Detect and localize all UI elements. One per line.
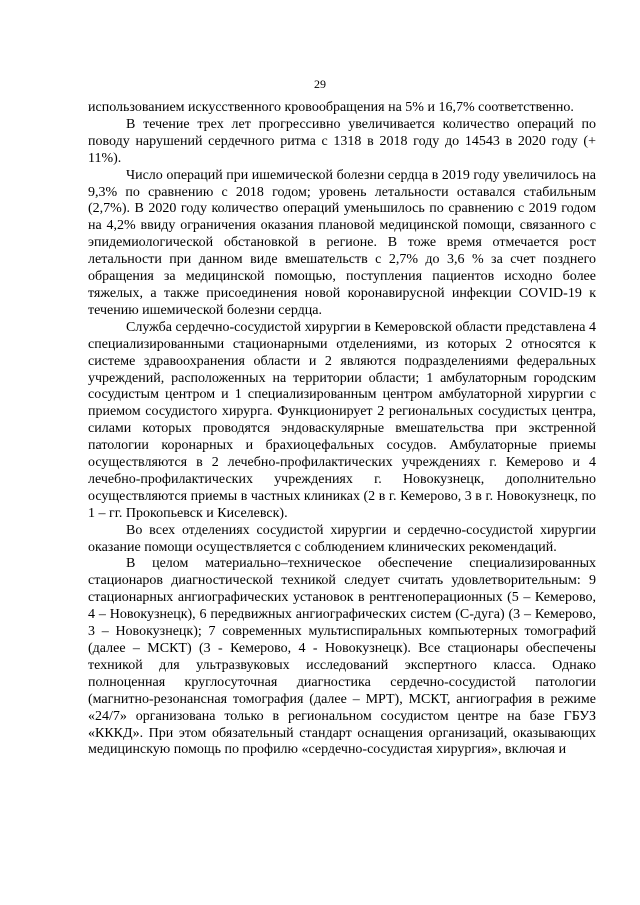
- paragraph: В целом материально–техническое обеспечение специализированных стационаров диагностической техникой следует считать удовлетворительным: 9 стационарных ангиографических установок в рентгеноперационных (5 – Кемерово, 4 – Новокузнецк), 6 передвижных ангиографических систем (С-дуга) (3 – Кемерово, 3 – Новокузнецк); 7 современных мультиспиральных компьютерных томографий (далее – МСКТ) (3 - Кемерово, 4 - Новокузнецк). Все стационары обеспечены техникой для ультразвуковых исследований экспертного класса. Однако полноценная круглосуточная диагностика сердечно-сосудистой патологии (магнитно-резонансная томография (далее – МРТ), МСКТ, ангиография в режиме «24/7» организована только в региональном сосудистом центре на базе ГБУЗ «КККД». При этом обязательный стандарт оснащения организаций, оказывающих медицинскую помощь по профилю «сердечно-сосудистая хирургия», включая и: [88, 556, 596, 758]
- paragraph: использованием искусственного кровообращения на 5% и 16,7% соответственно.: [88, 100, 574, 115]
- paragraph: Число операций при ишемической болезни сердца в 2019 году увеличилось на 9,3% по сравнению с 2018 годом; уровень летальности оставался стабильным (2,7%). В 2020 году количество операций уменьшилось по сравнению с 2019 годом на 4,2% ввиду ограничения оказания плановой медицинской помощи, связанного с эпидемиологической обстановкой в регионе. В тоже время отмечается рост летальности при данном виде вмешательств с 2,7% до 3,6 % за счет позднего обращения за медицинской помощью, поступления пациентов исходно более тяжелых, а также присоединения новой коронавирусной инфекции COVID-19 к течению ишемической болезни сердца.: [88, 167, 596, 318]
- page-body: [88, 100, 596, 759]
- page-number: 29: [314, 77, 326, 91]
- paragraph: Во всех отделениях сосудистой хирургии и сердечно-сосудистой хирургии оказание помощи осуществляется с соблюдением клинических рекомендаций.: [88, 522, 596, 555]
- paragraph: Служба сердечно-сосудистой хирургии в Кемеровской области представлена 4 специализированными стационарными отделениями, из которых 2 относятся к системе здравоохранения области и 2 являются подразделениями федеральных учреждений, расположенных на территории области; 1 амбулаторным городским сосудистым центром и 1 специализированным центром амбулаторной хирургии с приемом сосудистого хирурга. Функционирует 2 региональных сосудистых центра, силами которых проводятся эндоваскулярные вмешательства при экстренной патологии коронарных и брахиоцефальных сосудов. Амбулаторные приемы осуществляются в 2 лечебно-профилактических учреждениях г. Кемерово и 4 лечебно-профилактических учреждениях г. Новокузнецк, дополнительно осуществляются приемы в частных клиниках (2 в г. Кемерово, 3 в г. Новокузнецк, по 1 – гг. Прокопьевск и Киселевск).: [88, 319, 596, 521]
- paragraph: В течение трех лет прогрессивно увеличивается количество операций по поводу нарушений сердечного ритма с 1318 в 2018 году до 14543 в 2020 году (+ 11%).: [88, 116, 596, 166]
